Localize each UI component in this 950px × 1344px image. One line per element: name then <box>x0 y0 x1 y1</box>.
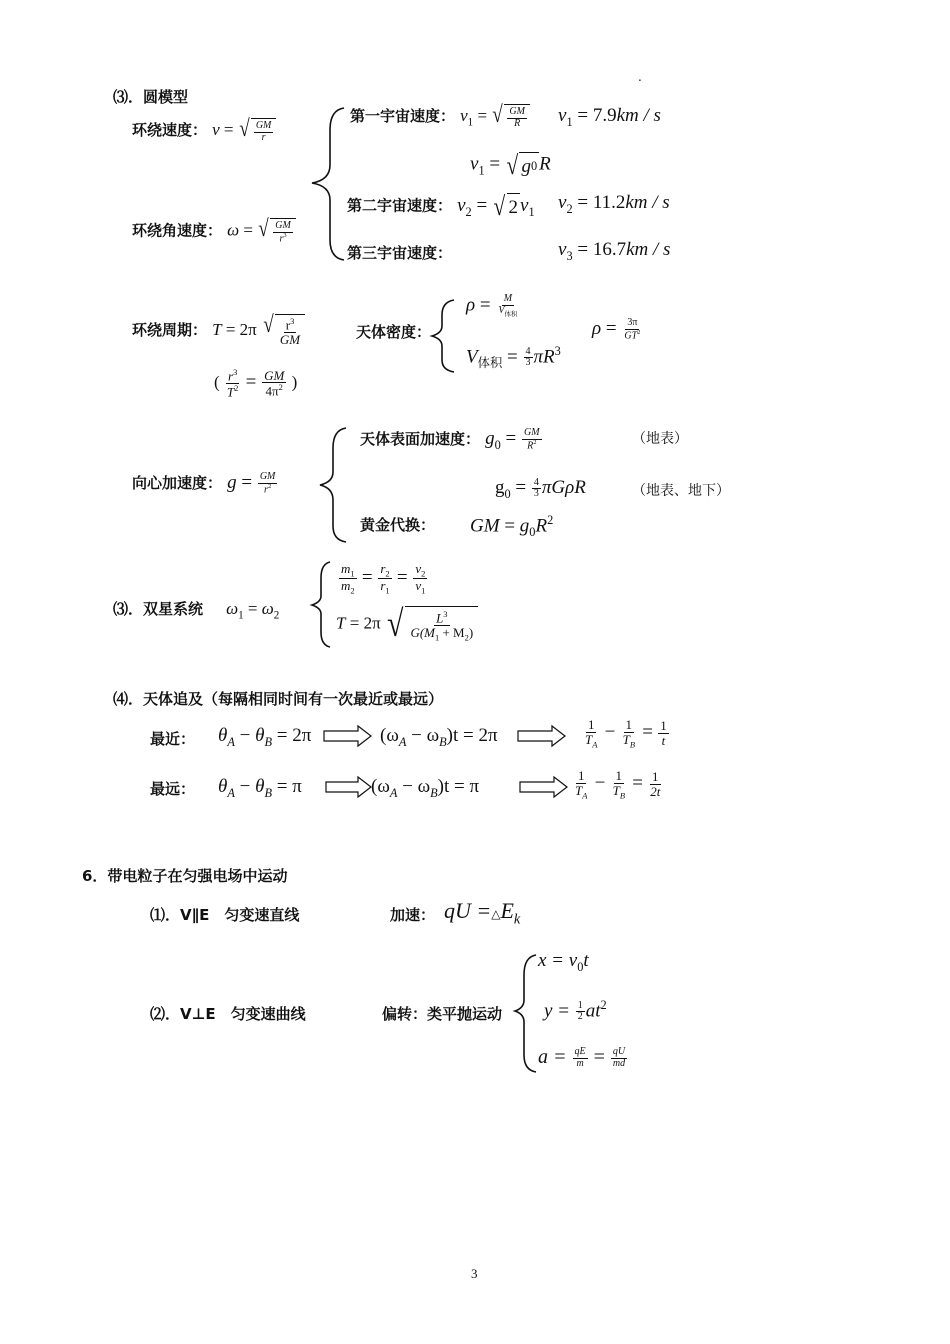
accel-formula: qU $=\triangle E_k$ <box>444 898 521 928</box>
deflect-x: $x = v_0t$ <box>538 950 589 974</box>
nearest-omega-eq: $(\omega_A - \omega_B)t = 2\pi$ <box>380 725 498 749</box>
accel-sub-label: 加速： <box>390 906 436 924</box>
deflect-sub-label: 偏转：类平抛运动 <box>382 1005 503 1023</box>
brace-deflect <box>515 955 536 1072</box>
brace-binary <box>312 562 330 647</box>
surface-g-row: 天体表面加速度： $g_0$ = $\frac{GM}{R^2}$ <box>360 427 540 452</box>
deflect-a: a = $\frac{qE}{m}$ = $\frac{qU}{md}$ <box>538 1046 626 1069</box>
kepler-third-law: ( $\frac{r^3}{T^2}$ = $\frac{GM}{4\pi^2}$ ) <box>214 367 298 400</box>
cosmic-1-alt: $v_1$ = √ g 0 R <box>470 150 551 180</box>
golden-row <box>360 514 435 535</box>
cosmic-1-value: $v_1 = 7.9km / s$ <box>558 105 661 129</box>
centripetal-label: 向心加速度： <box>132 474 223 493</box>
period-row: 环绕周期： T = 2π √ $r^3$ GM <box>132 314 305 347</box>
surface-note: （地表） <box>632 431 688 447</box>
deflect-y: y = $\frac{1}{2}$ $at^2$ <box>544 998 607 1023</box>
farthest-angle-eq: $\theta_A - \theta_B = \pi$ <box>218 776 302 800</box>
g0-density-formula: $g_0$ = $\frac{4}{3}$ πGρR <box>495 476 586 501</box>
cosmic-3-value: $v_3 = 16.7km / s$ <box>558 239 671 263</box>
surface-g-label: 天体表面加速度： <box>360 430 481 449</box>
brace-cosmic <box>312 108 344 260</box>
nearest-label: 最近： <box>150 730 196 748</box>
nearest-angle-eq: $\theta_A - \theta_B = 2\pi$ <box>218 725 312 749</box>
page-number: 3 <box>471 1266 478 1281</box>
brace-density <box>432 300 454 372</box>
period-label: 环绕周期： <box>132 320 208 339</box>
cosmic-2-row: 第二宇宙速度： $v_2$ = √ 2 $v_1$ <box>347 191 535 221</box>
section-6-heading: 6．带电粒子在匀强电场中运动 <box>82 867 288 885</box>
accel-label: ⑴．V∥E 匀变速直线 <box>150 906 300 924</box>
orbit-speed-row: 环绕速度： v = √ GM r <box>132 118 276 143</box>
binary-row: ⑶．双星系统 $\omega_1 = \omega_2$ <box>113 599 280 622</box>
chase-heading: ⑷．天体追及（每隔相同时间有一次最近或最远） <box>113 690 444 708</box>
golden-label: 黄金代换： <box>360 516 436 534</box>
cosmic-1-row: 第一宇宙速度： $v_1$ = √ GM R <box>350 104 530 129</box>
cosmic-2-value: $v_2 = 11.2km / s$ <box>558 192 670 216</box>
centripetal-row: 向心加速度： g = $\frac{GM}{r^2}$ <box>132 471 276 495</box>
binary-ratio: $\frac{m_1}{m_2}$ = $\frac{r_2}{r_1}$ = $\frac{v_2}{v_1}$ <box>341 561 426 597</box>
cosmic-1-label: 第一宇宙速度： <box>350 107 456 125</box>
density-result: ρ = $\frac{3\pi}{GT^2}$ <box>592 317 641 341</box>
binary-period: T = 2π √ $L^3$ $G(M_1 + M_2)$ <box>336 606 478 643</box>
orbit-angular-label: 环绕角速度： <box>132 221 223 240</box>
nearest-period-eq: $\frac{1}{T_A}$ − $\frac{1}{T_B}$ = $\frac{1}{t}$ <box>585 717 667 750</box>
g0-density-note: （地表、地下） <box>632 483 730 499</box>
section-circle-model: ⑶．圆模型 <box>113 88 189 106</box>
binary-label: ⑶．双星系统 <box>113 600 204 618</box>
density-label: 天体密度： <box>356 323 432 341</box>
density-volume: $V_{体积}$ = $\frac{4}{3}$ $\pi R^3$ <box>466 344 561 371</box>
deflect-label: ⑵．V⊥E 匀变速曲线 <box>150 1005 306 1023</box>
brace-centripetal <box>320 428 346 542</box>
farthest-omega-eq: $(\omega_A - \omega_B)t = \pi$ <box>371 776 480 800</box>
farthest-label: 最远： <box>150 780 196 798</box>
orbit-angular-row: 环绕角速度： ω = √ GM $r^3$ <box>132 218 296 244</box>
farthest-period-eq: $\frac{1}{T_A}$ − $\frac{1}{T_B}$ = $\frac{1}{2t}$ <box>575 768 661 801</box>
density-formula-1: ρ = M $V_{体积}$ <box>466 293 518 318</box>
orbit-speed-label: 环绕速度： <box>132 121 208 139</box>
cosmic-2-label: 第二宇宙速度： <box>347 196 453 215</box>
stray-dot: . <box>638 70 642 84</box>
golden-formula: GM = $g_0R^2$ <box>470 513 554 540</box>
cosmic-3-label: 第三宇宙速度： <box>347 244 453 262</box>
